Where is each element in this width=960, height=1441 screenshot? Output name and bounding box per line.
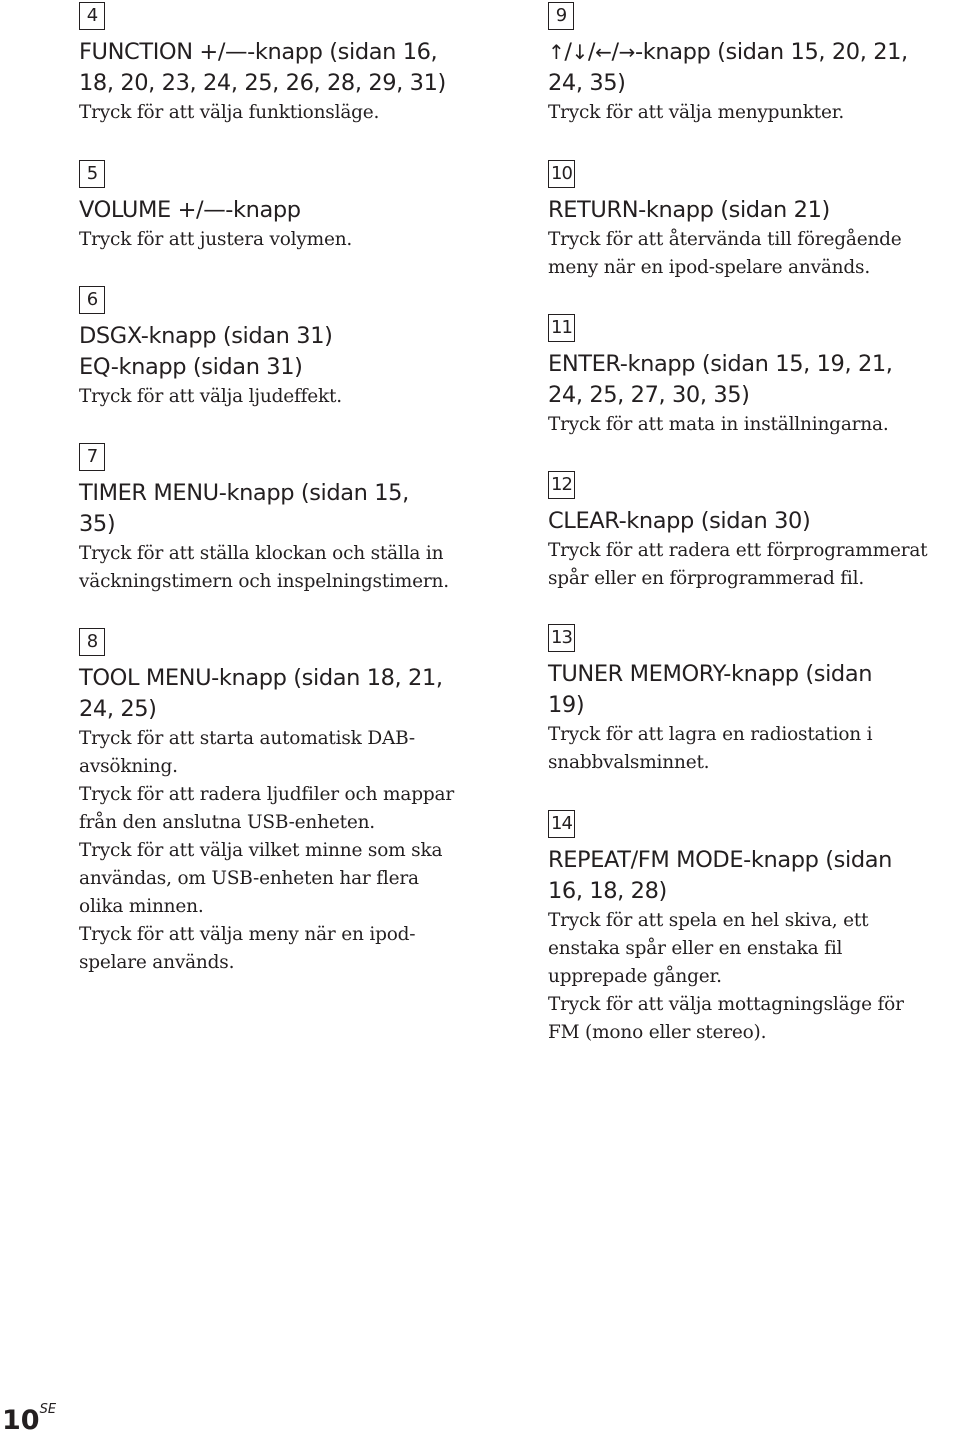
item-description [548,907,958,1047]
item-description [548,99,958,127]
description-line: Tryck för att välja funktionsläge. [79,102,380,123]
item-description [548,537,958,593]
heading-line: ↑/↓/←/→-knapp (sidan 15, 20, 21, [548,37,958,68]
item-number: 4 [79,2,105,30]
heading-line: RETURN-knapp (sidan 21) [548,197,830,223]
item-heading [79,195,499,226]
heading-line: VOLUME +/—-knapp [79,197,301,223]
heading-line: 24, 25) [79,696,157,722]
description-line: Tryck för att spela en hel skiva, ett [548,910,869,931]
heading-line: CLEAR-knapp (sidan 30) [548,508,811,534]
heading-line: 18, 20, 23, 24, 25, 26, 28, 29, 31) [79,70,446,96]
description-line: olika minnen. [79,896,204,917]
language-code: SE [39,1402,57,1417]
description-line: Tryck för att välja menypunkter. [548,102,845,123]
description-line: FM (mono eller stereo). [548,1022,767,1043]
page-number [2,1396,56,1441]
item-14 [548,810,958,1047]
description-line: användas, om USB-enheten har flera [79,868,419,889]
item-heading [548,845,958,907]
item-description [548,721,958,777]
heading-line: 24, 25, 27, 30, 35) [548,382,750,408]
item-heading [548,506,958,537]
item-7 [79,443,499,596]
item-number: 9 [548,2,574,30]
description-line: Tryck för att välja vilket minne som ska [79,840,443,861]
item-description [79,383,499,411]
item-description [79,226,499,254]
heading-line: 35) [79,511,116,537]
heading-line: DSGX-knapp (sidan 31) [79,323,333,349]
item-heading [548,659,958,721]
description-line: spelare används. [79,952,235,973]
item-description [79,725,499,977]
item-description [548,226,958,282]
heading-text: -knapp (sidan 15, 20, 21, [635,39,908,65]
description-line: Tryck för att radera ljudfiler och mappar [79,784,454,805]
description-line: Tryck för att välja meny när en ipod- [79,924,416,945]
item-9 [548,2,958,127]
item-5 [79,160,499,254]
arrow-left-icon: ← [595,40,612,64]
item-number: 11 [548,314,575,342]
item-6 [79,286,499,411]
heading-line: 16, 18, 28) [548,878,667,904]
arrow-right-icon: → [618,40,635,64]
item-heading [79,37,499,99]
item-12 [548,471,958,593]
heading-line: TUNER MEMORY-knapp (sidan [548,661,873,687]
description-line: Tryck för att mata in inställningarna. [548,414,889,435]
description-line: Tryck för att radera ett förprogrammerat [548,540,928,561]
description-line: Tryck för att välja mottagningsläge för [548,994,904,1015]
item-heading [548,349,958,411]
item-10 [548,160,958,282]
heading-line: ENTER-knapp (sidan 15, 19, 21, [548,351,893,377]
item-number: 5 [79,160,105,188]
heading-line: TIMER MENU-knapp (sidan 15, [79,480,409,506]
arrow-up-icon: ↑ [548,40,565,64]
description-line: snabbvalsminnet. [548,752,710,773]
item-number: 8 [79,628,105,656]
item-description [548,411,958,439]
heading-line: 19) [548,692,585,718]
heading-line: FUNCTION +/—-knapp (sidan 16, [79,39,438,65]
item-8 [79,628,499,977]
item-number: 14 [548,810,575,838]
heading-line: REPEAT/FM MODE-knapp (sidan [548,847,892,873]
heading-line: 24, 35) [548,70,626,96]
item-number: 10 [548,160,575,188]
item-heading [548,37,958,99]
item-description [79,99,499,127]
description-line: avsökning. [79,756,178,777]
item-heading [79,478,499,540]
item-description [79,540,499,596]
item-heading [548,195,958,226]
item-13 [548,624,958,777]
description-line: Tryck för att starta automatisk DAB- [79,728,415,749]
arrow-down-icon: ↓ [571,40,588,64]
description-line: meny när en ipod-spelare används. [548,257,871,278]
item-number: 7 [79,443,105,471]
heading-line: EQ-knapp (sidan 31) [79,354,303,380]
description-line: Tryck för att ställa klockan och ställa in [79,543,444,564]
item-11 [548,314,958,439]
heading-line: TOOL MENU-knapp (sidan 18, 21, [79,665,443,691]
item-heading [79,321,499,383]
item-number: 6 [79,286,105,314]
description-line: enstaka spår eller en enstaka fil [548,938,843,959]
description-line: Tryck för att lagra en radiostation i [548,724,873,745]
item-number: 13 [548,624,575,652]
item-number: 12 [548,471,575,499]
page-number-value: 10 [2,1405,40,1436]
description-line: spår eller en förprogrammerad fil. [548,568,865,589]
description-line: från den anslutna USB-enheten. [79,812,375,833]
description-line: upprepade gånger. [548,966,722,987]
item-4 [79,2,499,127]
description-line: väckningstimern och inspelningstimern. [79,571,449,592]
description-line: Tryck för att återvända till föregående [548,229,902,250]
item-heading [79,663,499,725]
description-line: Tryck för att välja ljudeffekt. [79,386,342,407]
description-line: Tryck för att justera volymen. [79,229,353,250]
